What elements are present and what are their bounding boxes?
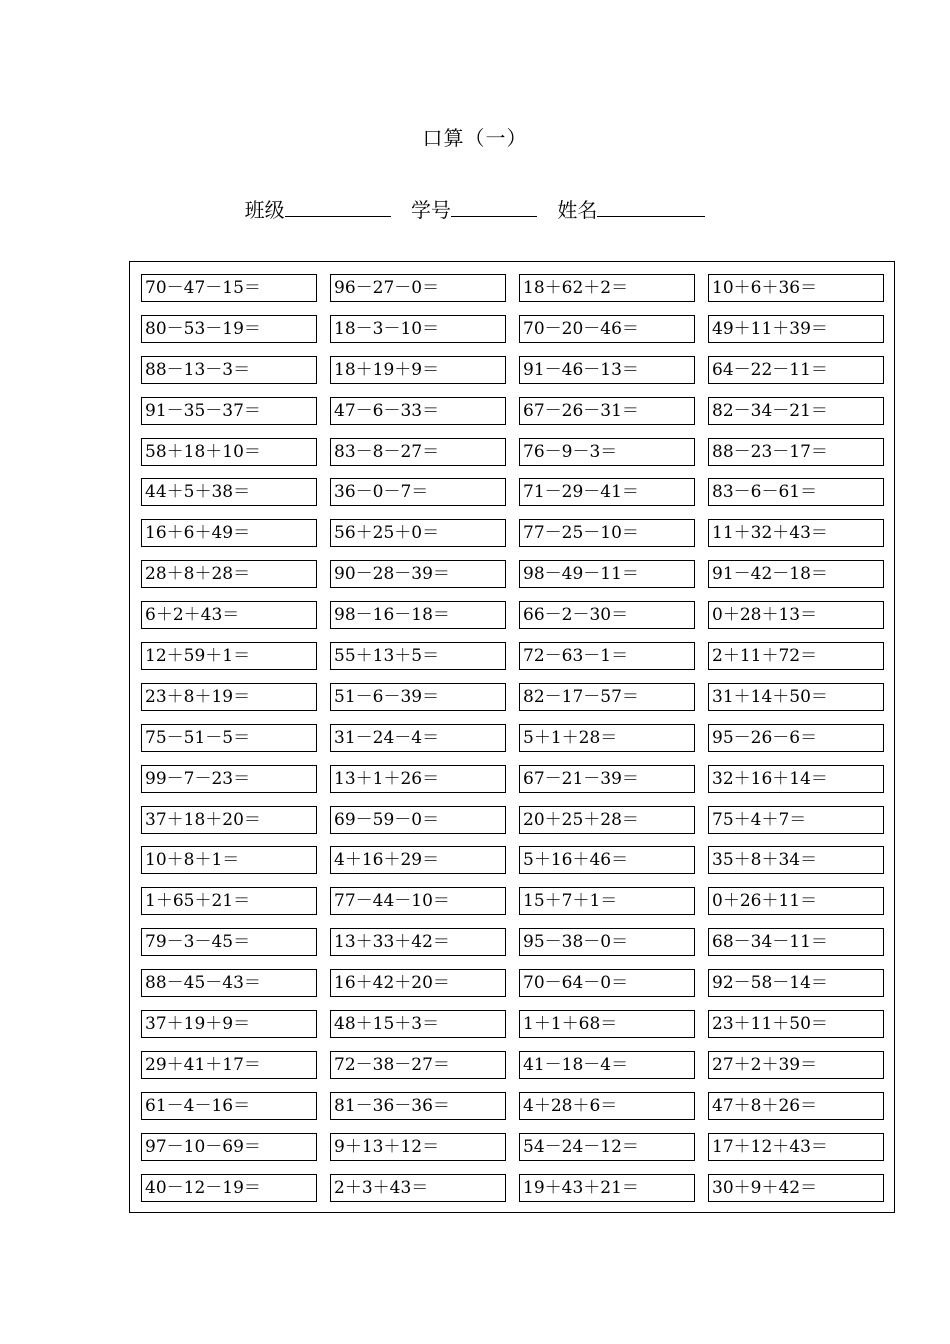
- problem-frame: [129, 261, 895, 1213]
- problem-cell: 31＋14＋50＝: [708, 683, 884, 711]
- name-field: [557, 194, 705, 223]
- problem-cell: 90－28－39＝: [330, 560, 506, 588]
- problem-cell: 27＋2＋39＝: [708, 1051, 884, 1079]
- problem-cell: 64－22－11＝: [708, 356, 884, 384]
- problem-cell: 6＋2＋43＝: [141, 601, 317, 629]
- problem-cell: 58＋18＋10＝: [141, 438, 317, 466]
- problem-cell: 68－34－11＝: [708, 928, 884, 956]
- problem-cell: 67－26－31＝: [519, 397, 695, 425]
- problem-cell: 28＋8＋28＝: [141, 560, 317, 588]
- problem-cell: 99－7－23＝: [141, 765, 317, 793]
- problem-cell: 11＋32＋43＝: [708, 519, 884, 547]
- problem-cell: 4＋16＋29＝: [330, 846, 506, 874]
- class-field: [245, 194, 391, 223]
- problem-cell: 88－45－43＝: [141, 969, 317, 997]
- problem-cell: 13＋1＋26＝: [330, 765, 506, 793]
- problem-cell: 95－38－0＝: [519, 928, 695, 956]
- problem-cell: 47＋8＋26＝: [708, 1092, 884, 1120]
- problem-cell: 1＋65＋21＝: [141, 887, 317, 915]
- problem-cell: 91－35－37＝: [141, 397, 317, 425]
- problem-cell: 49＋11＋39＝: [708, 315, 884, 343]
- problem-cell: 69－59－0＝: [330, 806, 506, 834]
- problem-grid: [141, 274, 885, 1202]
- problem-cell: 88－13－3＝: [141, 356, 317, 384]
- problem-cell: 79－3－45＝: [141, 928, 317, 956]
- problem-cell: 72－38－27＝: [330, 1051, 506, 1079]
- problem-cell: 31－24－4＝: [330, 724, 506, 752]
- problem-cell: 32＋16＋14＝: [708, 765, 884, 793]
- problem-cell: 55＋13＋5＝: [330, 642, 506, 670]
- problem-cell: 23＋8＋19＝: [141, 683, 317, 711]
- problem-cell: 91－42－18＝: [708, 560, 884, 588]
- problem-cell: 80－53－19＝: [141, 315, 317, 343]
- problem-cell: 48＋15＋3＝: [330, 1010, 506, 1038]
- problem-cell: 5＋1＋28＝: [519, 724, 695, 752]
- problem-cell: 19＋43＋21＝: [519, 1174, 695, 1202]
- problem-cell: 15＋7＋1＝: [519, 887, 695, 915]
- number-blank[interactable]: [451, 196, 537, 217]
- class-label: 班级: [244, 198, 285, 222]
- problem-cell: 4＋28＋6＝: [519, 1092, 695, 1120]
- problem-cell: 18－3－10＝: [330, 315, 506, 343]
- number-label: 学号: [411, 198, 451, 222]
- problem-cell: 44＋5＋38＝: [141, 478, 317, 506]
- student-info-line: [0, 194, 950, 223]
- problem-cell: 70－20－46＝: [519, 315, 695, 343]
- problem-cell: 40－12－19＝: [141, 1174, 317, 1202]
- class-blank[interactable]: [285, 196, 391, 217]
- problem-cell: 17＋12＋43＝: [708, 1133, 884, 1161]
- problem-cell: 37＋19＋9＝: [141, 1010, 317, 1038]
- problem-cell: 36－0－7＝: [330, 478, 506, 506]
- problem-cell: 82－17－57＝: [519, 683, 695, 711]
- page-title: 口算（一）: [422, 126, 528, 150]
- problem-cell: 98－16－18＝: [330, 601, 506, 629]
- problem-cell: 77－25－10＝: [519, 519, 695, 547]
- problem-cell: 18＋19＋9＝: [330, 356, 506, 384]
- name-blank[interactable]: [597, 196, 705, 217]
- problem-cell: 95－26－6＝: [708, 724, 884, 752]
- problem-cell: 51－6－39＝: [330, 683, 506, 711]
- problem-cell: 61－4－16＝: [141, 1092, 317, 1120]
- problem-cell: 92－58－14＝: [708, 969, 884, 997]
- problem-cell: 18＋62＋2＝: [519, 274, 695, 302]
- problem-cell: 47－6－33＝: [330, 397, 506, 425]
- problem-cell: 0＋28＋13＝: [708, 601, 884, 629]
- problem-cell: 77－44－10＝: [330, 887, 506, 915]
- problem-cell: 12＋59＋1＝: [141, 642, 317, 670]
- problem-cell: 70－64－0＝: [519, 969, 695, 997]
- problem-cell: 54－24－12＝: [519, 1133, 695, 1161]
- problem-cell: 2＋3＋43＝: [330, 1174, 506, 1202]
- problem-cell: 20＋25＋28＝: [519, 806, 695, 834]
- problem-cell: 97－10－69＝: [141, 1133, 317, 1161]
- name-label: 姓名: [557, 198, 598, 222]
- problem-cell: 16＋6＋49＝: [141, 519, 317, 547]
- problem-cell: 5＋16＋46＝: [519, 846, 695, 874]
- problem-cell: 10＋6＋36＝: [708, 274, 884, 302]
- problem-cell: 10＋8＋1＝: [141, 846, 317, 874]
- problem-cell: 0＋26＋11＝: [708, 887, 884, 915]
- problem-cell: 98－49－11＝: [519, 560, 695, 588]
- problem-cell: 41－18－4＝: [519, 1051, 695, 1079]
- problem-cell: 88－23－17＝: [708, 438, 884, 466]
- problem-cell: 71－29－41＝: [519, 478, 695, 506]
- problem-cell: 23＋11＋50＝: [708, 1010, 884, 1038]
- problem-cell: 13＋33＋42＝: [330, 928, 506, 956]
- problem-cell: 76－9－3＝: [519, 438, 695, 466]
- problem-cell: 72－63－1＝: [519, 642, 695, 670]
- problem-cell: 2＋11＋72＝: [708, 642, 884, 670]
- problem-cell: 82－34－21＝: [708, 397, 884, 425]
- problem-cell: 75＋4＋7＝: [708, 806, 884, 834]
- problem-cell: 96－27－0＝: [330, 274, 506, 302]
- problem-cell: 30＋9＋42＝: [708, 1174, 884, 1202]
- problem-cell: 1＋1＋68＝: [519, 1010, 695, 1038]
- problem-cell: 16＋42＋20＝: [330, 969, 506, 997]
- problem-cell: 83－6－61＝: [708, 478, 884, 506]
- problem-cell: 37＋18＋20＝: [141, 806, 317, 834]
- problem-cell: 29＋41＋17＝: [141, 1051, 317, 1079]
- problem-cell: 91－46－13＝: [519, 356, 695, 384]
- problem-cell: 81－36－36＝: [330, 1092, 506, 1120]
- problem-cell: 70－47－15＝: [141, 274, 317, 302]
- problem-cell: 35＋8＋34＝: [708, 846, 884, 874]
- problem-cell: 83－8－27＝: [330, 438, 506, 466]
- problem-cell: 66－2－30＝: [519, 601, 695, 629]
- problem-cell: 56＋25＋0＝: [330, 519, 506, 547]
- number-field: [411, 194, 537, 223]
- problem-cell: 67－21－39＝: [519, 765, 695, 793]
- problem-cell: 9＋13＋12＝: [330, 1133, 506, 1161]
- problem-cell: 75－51－5＝: [141, 724, 317, 752]
